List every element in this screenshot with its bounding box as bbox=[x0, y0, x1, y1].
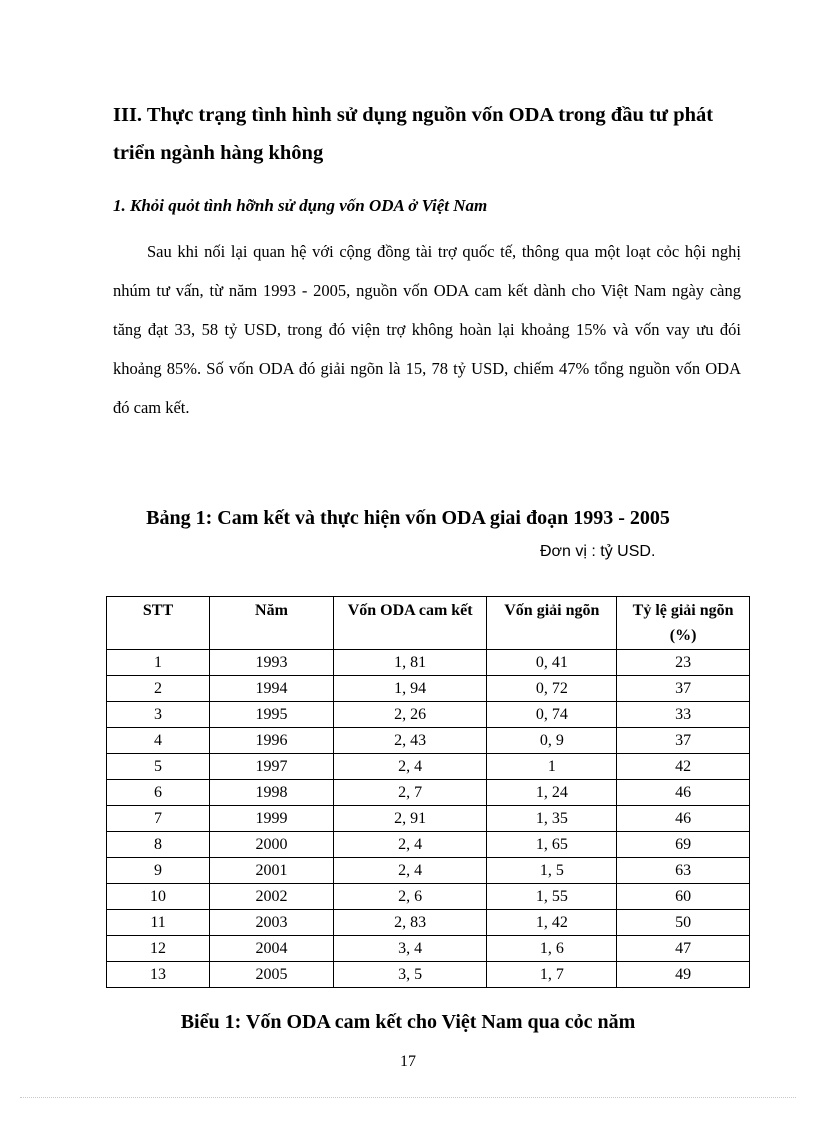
cell-year: 1997 bbox=[210, 754, 334, 780]
cell-stt: 9 bbox=[107, 858, 210, 884]
table-caption: Bảng 1: Cam kết và thực hiện vốn ODA giai đoạn 1993 - 2005 bbox=[146, 507, 670, 529]
cell-rate: 69 bbox=[617, 832, 750, 858]
cell-committed: 2, 6 bbox=[333, 884, 487, 910]
cell-year: 1994 bbox=[210, 676, 334, 702]
cell-year: 2000 bbox=[210, 832, 334, 858]
table-row bbox=[107, 676, 750, 702]
table-row bbox=[107, 650, 750, 676]
cell-year: 2005 bbox=[210, 962, 334, 988]
cell-disbursed: 0, 9 bbox=[487, 728, 617, 754]
table-row bbox=[107, 702, 750, 728]
cell-year: 2004 bbox=[210, 936, 334, 962]
cell-rate: 50 bbox=[617, 910, 750, 936]
cell-year: 2003 bbox=[210, 910, 334, 936]
cell-stt: 2 bbox=[107, 676, 210, 702]
cell-committed: 2, 4 bbox=[333, 858, 487, 884]
cell-stt: 5 bbox=[107, 754, 210, 780]
cell-year: 1995 bbox=[210, 702, 334, 728]
oda-table bbox=[106, 596, 750, 988]
cell-stt: 1 bbox=[107, 650, 210, 676]
header-disbursed: Vốn giải ngõn bbox=[487, 597, 617, 650]
cell-stt: 6 bbox=[107, 780, 210, 806]
cell-disbursed: 0, 72 bbox=[487, 676, 617, 702]
cell-rate: 46 bbox=[617, 806, 750, 832]
cell-rate: 23 bbox=[617, 650, 750, 676]
page-number: 17 bbox=[400, 1053, 416, 1070]
cell-committed: 2, 7 bbox=[333, 780, 487, 806]
cell-disbursed: 1, 5 bbox=[487, 858, 617, 884]
header-year: Năm bbox=[210, 597, 334, 650]
cell-disbursed: 1, 6 bbox=[487, 936, 617, 962]
cell-disbursed: 1, 65 bbox=[487, 832, 617, 858]
body-paragraph: Sau khi nối lại quan hệ với cộng đồng tài trợ quốc tế, thông qua một loạt cỏc hội nghị nhúm tư vấn, từ năm 1993 - 2005, nguồn vốn ODA cam kết dành cho Việt Nam ngày càng tăng đạt 33, 58 tỷ USD, trong đó viện trợ không hoàn lại khoảng 15% và vốn vay ưu đói khoảng 85%. Số vốn ODA đó giải ngõn là 15, 78 tỷ USD, chiếm 47% tổng nguồn vốn ODA đó cam kết. bbox=[113, 242, 741, 417]
table-row bbox=[107, 728, 750, 754]
cell-year: 1998 bbox=[210, 780, 334, 806]
cell-rate: 63 bbox=[617, 858, 750, 884]
table-header-row bbox=[107, 597, 750, 650]
page-footer-divider bbox=[20, 1097, 796, 1098]
cell-stt: 4 bbox=[107, 728, 210, 754]
cell-committed: 3, 4 bbox=[333, 936, 487, 962]
cell-disbursed: 0, 74 bbox=[487, 702, 617, 728]
cell-committed: 1, 94 bbox=[333, 676, 487, 702]
table-row bbox=[107, 780, 750, 806]
cell-rate: 60 bbox=[617, 884, 750, 910]
cell-year: 2001 bbox=[210, 858, 334, 884]
table-row bbox=[107, 936, 750, 962]
table-row bbox=[107, 910, 750, 936]
cell-stt: 11 bbox=[107, 910, 210, 936]
chart-caption: Biểu 1: Vốn ODA cam kết cho Việt Nam qua cỏc năm bbox=[180, 1011, 636, 1033]
cell-rate: 49 bbox=[617, 962, 750, 988]
cell-stt: 13 bbox=[107, 962, 210, 988]
cell-rate: 42 bbox=[617, 754, 750, 780]
cell-committed: 2, 43 bbox=[333, 728, 487, 754]
cell-stt: 3 bbox=[107, 702, 210, 728]
cell-committed: 3, 5 bbox=[333, 962, 487, 988]
sub-heading: 1. Khỏi quỏt tình hỡnh sử dụng vốn ODA ở Việt Nam bbox=[113, 196, 488, 215]
cell-disbursed: 1, 42 bbox=[487, 910, 617, 936]
header-committed: Vốn ODA cam kết bbox=[333, 597, 487, 650]
table-row bbox=[107, 884, 750, 910]
cell-stt: 12 bbox=[107, 936, 210, 962]
header-rate bbox=[617, 597, 750, 650]
table-body bbox=[107, 650, 750, 988]
cell-disbursed: 0, 41 bbox=[487, 650, 617, 676]
cell-year: 2002 bbox=[210, 884, 334, 910]
table-row bbox=[107, 858, 750, 884]
cell-rate: 33 bbox=[617, 702, 750, 728]
cell-rate: 37 bbox=[617, 676, 750, 702]
table-row bbox=[107, 832, 750, 858]
cell-committed: 2, 4 bbox=[333, 832, 487, 858]
section-heading: III. Thực trạng tình hình sử dụng nguồn vốn ODA trong đầu tư phát triển ngành hàng không bbox=[113, 104, 714, 164]
cell-stt: 10 bbox=[107, 884, 210, 910]
cell-rate: 46 bbox=[617, 780, 750, 806]
table-unit-label: Đơn vị : tỷ USD. bbox=[540, 543, 656, 560]
table-row bbox=[107, 806, 750, 832]
cell-stt: 8 bbox=[107, 832, 210, 858]
cell-committed: 2, 83 bbox=[333, 910, 487, 936]
cell-year: 1996 bbox=[210, 728, 334, 754]
cell-stt: 7 bbox=[107, 806, 210, 832]
cell-disbursed: 1, 55 bbox=[487, 884, 617, 910]
header-rate-label: Tỷ lệ giải ngõn bbox=[632, 602, 734, 619]
cell-rate: 37 bbox=[617, 728, 750, 754]
cell-year: 1993 bbox=[210, 650, 334, 676]
cell-year: 1999 bbox=[210, 806, 334, 832]
cell-disbursed: 1, 35 bbox=[487, 806, 617, 832]
header-stt: STT bbox=[107, 597, 210, 650]
cell-committed: 1, 81 bbox=[333, 650, 487, 676]
cell-committed: 2, 91 bbox=[333, 806, 487, 832]
table-row bbox=[107, 962, 750, 988]
table-row bbox=[107, 754, 750, 780]
cell-committed: 2, 4 bbox=[333, 754, 487, 780]
cell-committed: 2, 26 bbox=[333, 702, 487, 728]
cell-rate: 47 bbox=[617, 936, 750, 962]
cell-disbursed: 1, 7 bbox=[487, 962, 617, 988]
cell-disbursed: 1, 24 bbox=[487, 780, 617, 806]
cell-disbursed: 1 bbox=[487, 754, 617, 780]
header-rate-unit: (%) bbox=[669, 627, 697, 644]
